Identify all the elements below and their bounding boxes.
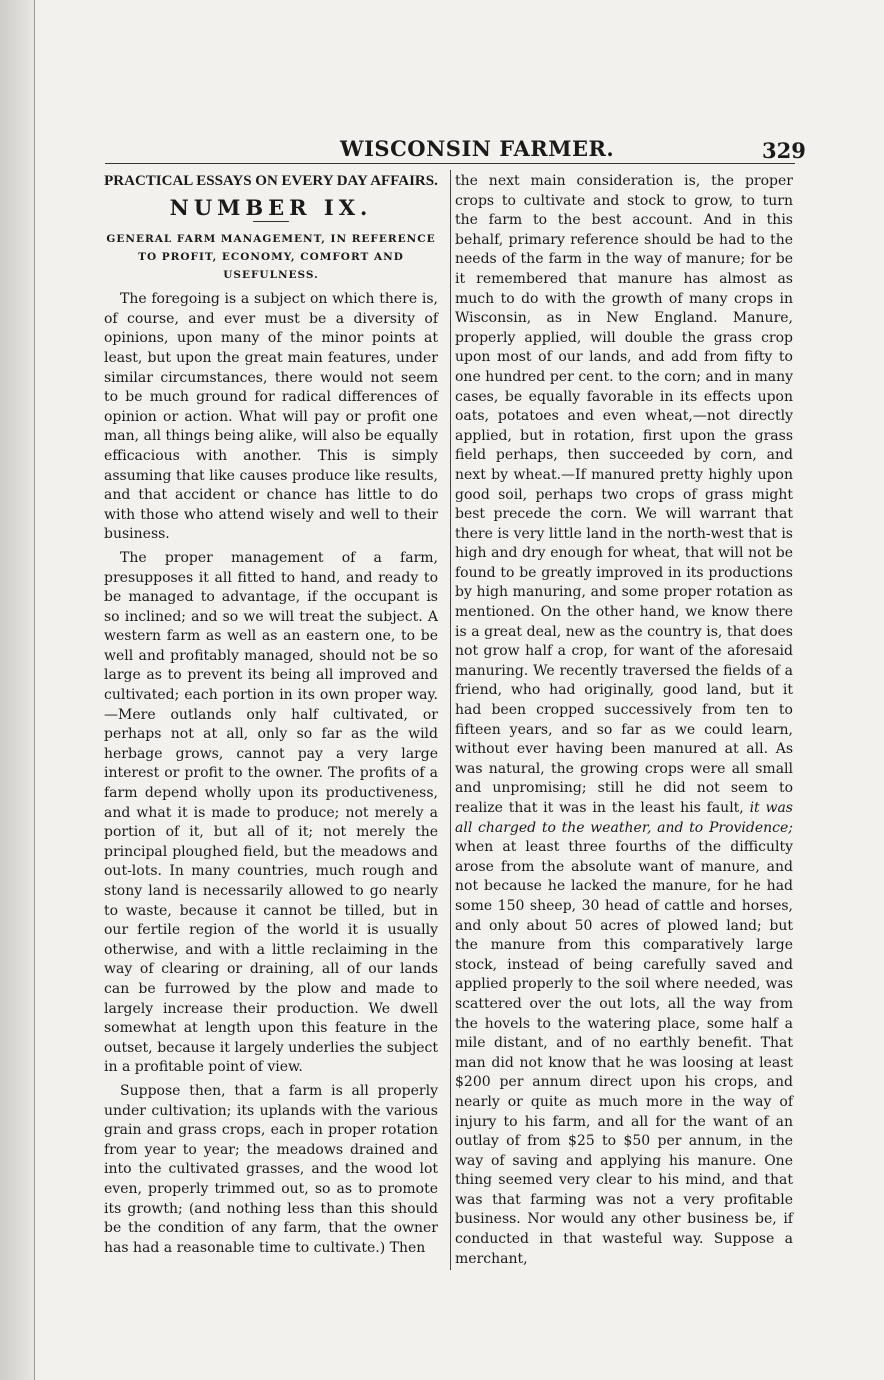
header-rule bbox=[105, 163, 795, 164]
essay-series-title: PRACTICAL ESSAYS ON EVERY DAY AFFAIRS. bbox=[104, 173, 438, 189]
text-run: the next main consideration is, the proper crops to cultivate and stock to grow, to turn the farm to the best account. And in this behalf, primary reference should be had to the needs of the farm in the way of manure; for be it remembered that manure has almost as much to do with the growth of many crops in Wisconsin, as in New England. Manure, properly applied, will double the grass crop upon most of our lands, and add from fifty to one hundred per cent. to the corn; and in many cases, be equally favorable in its effects upon oats, potatoes and even wheat,—not directly applied, but in rotation, first upon the grass field perhaps, then succeeded by corn, and next by wheat.—If manured pretty highly upon good soil, perhaps two crops of grass might best precede the corn. We will warrant that there is very little land in the north-west that is high and dry enough for wheat, that will not be found to be greatly improved in its productions by high manuring, and some proper rotation as mentioned. On the other hand, we know there is a great deal, new as the country is, that does not grow half a crop, for want of the aforesaid manuring. We recently traversed the fields of a friend, who had originally, good land, but it had been cropped successively from ten to fifteen years, and so far as we could learn, without ever having been manured at all. As was natural, the growing crops were all small and unpromising; still he did not seem to realize that it was in the least his fault, bbox=[455, 173, 793, 816]
scan-page-edge bbox=[0, 0, 35, 1380]
essay-number: NUMBER IX. bbox=[169, 194, 373, 220]
left-column bbox=[104, 172, 438, 1262]
column-divider bbox=[450, 170, 451, 1270]
text-run: when at least three fourths of the difficulty arose from the absolute want of manure, and not because he lacked the manure, for he had some 150 sheep, 30 head of cattle and horses, and only about 50 acres of plowed land; but the manure from this comparatively large stock, instead of being carefully saved and applied properly to the soil where needed, was scattered over the out lots, all the way from the hovels to the watering place, some half a mile distant, and of no earthly benefit. That man did not know that he was loosing at least $200 per annum direct upon his crops, and nearly or quite as much more in the way of injury to his farm, and all for the want of an outlay of from $25 to $50 per annum, in the way of saving and applying his manure. One thing seemed very clear to his mind, and that was that farming was not a very profitable business. Nor would any other business be, if conducted in that wasteful way. Suppose a merchant, bbox=[455, 839, 793, 1267]
essay-subtitle: GENERAL FARM MANAGEMENT, IN REFERENCE TO PROFIT, ECONOMY, COMFORT AND USEFULNESS. bbox=[106, 233, 436, 282]
italic-emphasis: it was all charged to the weather, and to Providence; bbox=[455, 800, 793, 836]
running-head: WISCONSIN FARMER. bbox=[340, 136, 615, 161]
paragraph: The foregoing is a subject on which there is, of course, and ever must be a diversity of opinions, upon many of the minor points at least, but upon the great main features, under similar circumstances, there would not seem to be much ground for radical differences of opinion or action. What will pay or profit one man, all things being alike, will also be equally efficacious with another. This is simply assuming that like causes produce like results, and that accident or chance has little to do with those who attend wisely and well to their business. bbox=[104, 291, 438, 543]
title-rule bbox=[253, 221, 289, 222]
paragraph-continued bbox=[455, 172, 793, 1269]
paragraph: Suppose then, that a farm is all properly under cultivation; its uplands with the various grain and grass crops, each in proper rotation from year to year; the meadows drained and into the cultivated grasses, and the wood lot even, properly trimmed out, so as to promote its growth; (and nothing less than this should be the condition of any farm, that the owner has had a reasonable time to cultivate.) Then bbox=[104, 1082, 438, 1256]
right-column bbox=[455, 172, 793, 1269]
paragraph: The proper management of a farm, presupposes it all fitted to hand, and ready to be managed to advantage, if the occupant is so inclined; and so we will treat the subject. A western farm as well as an eastern one, to be well and profitably managed, should not be so large as to prevent its being all improved and cultivated; each portion in its own proper way.—Mere outlands only half cultivated, or perhaps not at all, only so far as the wild herbage grows, cannot pay a very large interest or profit to the owner. The profits of a farm depend wholly upon its productiveness, and what it is made to produce; not merely a portion of it, but all of it; not merely the principal ploughed field, but the meadows and out-lots. In many countries, much rough and stony land is necessarily allowed to go nearly to waste, because it cannot be tilled, but in our fertile region of the world it is usually otherwise, and with a little reclaiming in the way of clearing or draining, all of our lands can be furrowed by the plow and made to largely increase their production. We dwell somewhat at length upon this feature in the outset, because it largely underlies the subject in a profitable point of view. bbox=[104, 549, 438, 1076]
page-number: 329 bbox=[762, 138, 806, 163]
